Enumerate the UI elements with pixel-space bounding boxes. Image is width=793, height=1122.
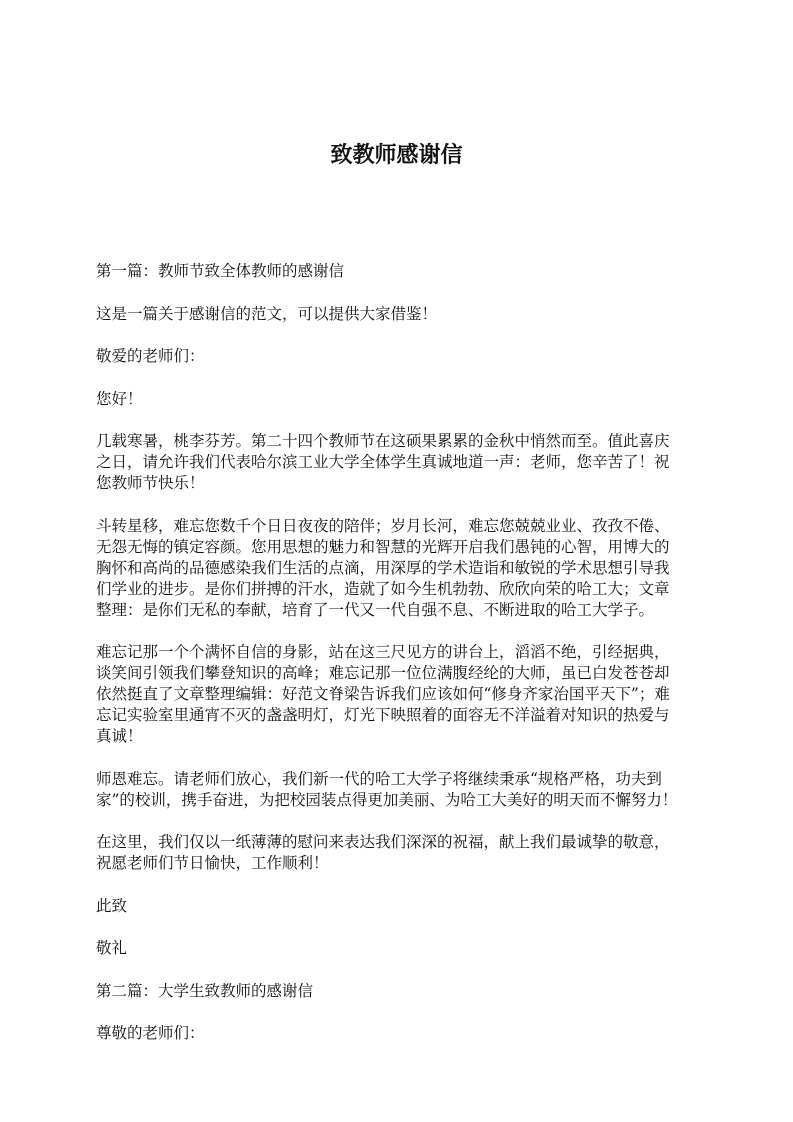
- paragraph-line: 难忘记那一个个满怀自信的身影，站在这三尺见方的讲台上，滔滔不绝，引经据典，: [96, 643, 670, 661]
- paragraph: [96, 304, 721, 325]
- paragraph: [96, 642, 721, 747]
- paragraph-line: 在这里，我们仅以一纸薄薄的慰问来表达我们深深的祝福，献上我们最诚挚的敬意，: [96, 833, 670, 851]
- paragraph-line: 依然挺直了文章整理编辑：好范文脊梁告诉我们应该如何“修身齐家治国平天下”；难: [96, 685, 670, 703]
- paragraph-line: 们学业的进步。是你们拼搏的汗水，造就了如今生机勃勃、欣欣向荣的哈工大；文章: [96, 579, 670, 598]
- paragraph-line: 此致: [96, 896, 128, 915]
- paragraph: [96, 938, 721, 959]
- paragraph: [96, 346, 721, 367]
- paragraph-line: 师恩难忘。请老师们放心，我们新一代的哈工大学子将继续秉承“规格严格，功夫到: [96, 769, 662, 788]
- paragraph-line: 谈笑间引领我们攀登知识的高峰；难忘记那一位位满腹经纶的大师，虽已白发苍苍却: [96, 664, 670, 682]
- paragraph-line: 您教师节快乐！: [96, 474, 205, 492]
- paragraph-line: 家”的校训，携手奋进，为把校园装点得更加美丽、为哈工大美好的明天而不懈努力！: [96, 790, 678, 809]
- paragraph-line: 真诚！: [96, 727, 143, 745]
- paragraph-line: 祝愿老师们节日愉快，工作顺利！: [96, 854, 329, 872]
- document-body: [96, 261, 721, 1066]
- paragraph: [96, 981, 721, 1002]
- paragraph-line: 斗转星移，难忘您数千个日日夜夜的陪伴；岁月长河，难忘您兢兢业业、孜孜不倦、: [96, 516, 670, 535]
- document-title: 致教师感谢信: [330, 143, 463, 168]
- paragraph-line: 敬礼: [96, 939, 128, 957]
- paragraph-line: 整理：是你们无私的奉献，培育了一代又一代自强不息、不断进取的哈工大学子。: [96, 600, 655, 619]
- paragraph-line: 之日，请允许我们代表哈尔滨工业大学全体学生真诚地道一声：老师，您辛苦了！祝: [96, 453, 670, 471]
- paragraph: [96, 261, 721, 282]
- paragraph: [96, 431, 721, 494]
- paragraph-line: 这是一篇关于感谢信的范文，可以提供大家借鉴！: [96, 304, 438, 323]
- paragraph-line: 忘记实验室里通宵不灭的盏盏明灯，灯光下映照着的面容无不洋溢着对知识的热爱与: [96, 706, 670, 724]
- paragraph-line: 无怨无悔的镇定容颜。您用思想的魅力和智慧的光辉开启我们愚钝的心智，用博大的: [96, 537, 670, 556]
- paragraph-line: 几载寒暑，桃李芬芳。第二十四个教师节在这硕果累累的金秋中悄然而至。值此喜庆: [96, 432, 670, 450]
- paragraph-line: 您好！: [96, 389, 143, 408]
- paragraph: [96, 1023, 721, 1044]
- paragraph: [96, 516, 721, 621]
- paragraph: [96, 896, 721, 917]
- paragraph-line: 第一篇：教师节致全体教师的感谢信: [96, 262, 345, 280]
- paragraph-line: 胸怀和高尚的品德感染我们生活的点滴，用深厚的学术造诣和敏锐的学术思想引导我: [96, 558, 670, 577]
- paragraph-line: 尊敬的老师们：: [96, 1024, 205, 1042]
- paragraph: [96, 769, 721, 811]
- paragraph-line: 敬爱的老师们：: [96, 347, 205, 365]
- paragraph: [96, 389, 721, 410]
- paragraph-line: 第二篇：大学生致教师的感谢信: [96, 981, 314, 1000]
- paragraph: [96, 832, 721, 874]
